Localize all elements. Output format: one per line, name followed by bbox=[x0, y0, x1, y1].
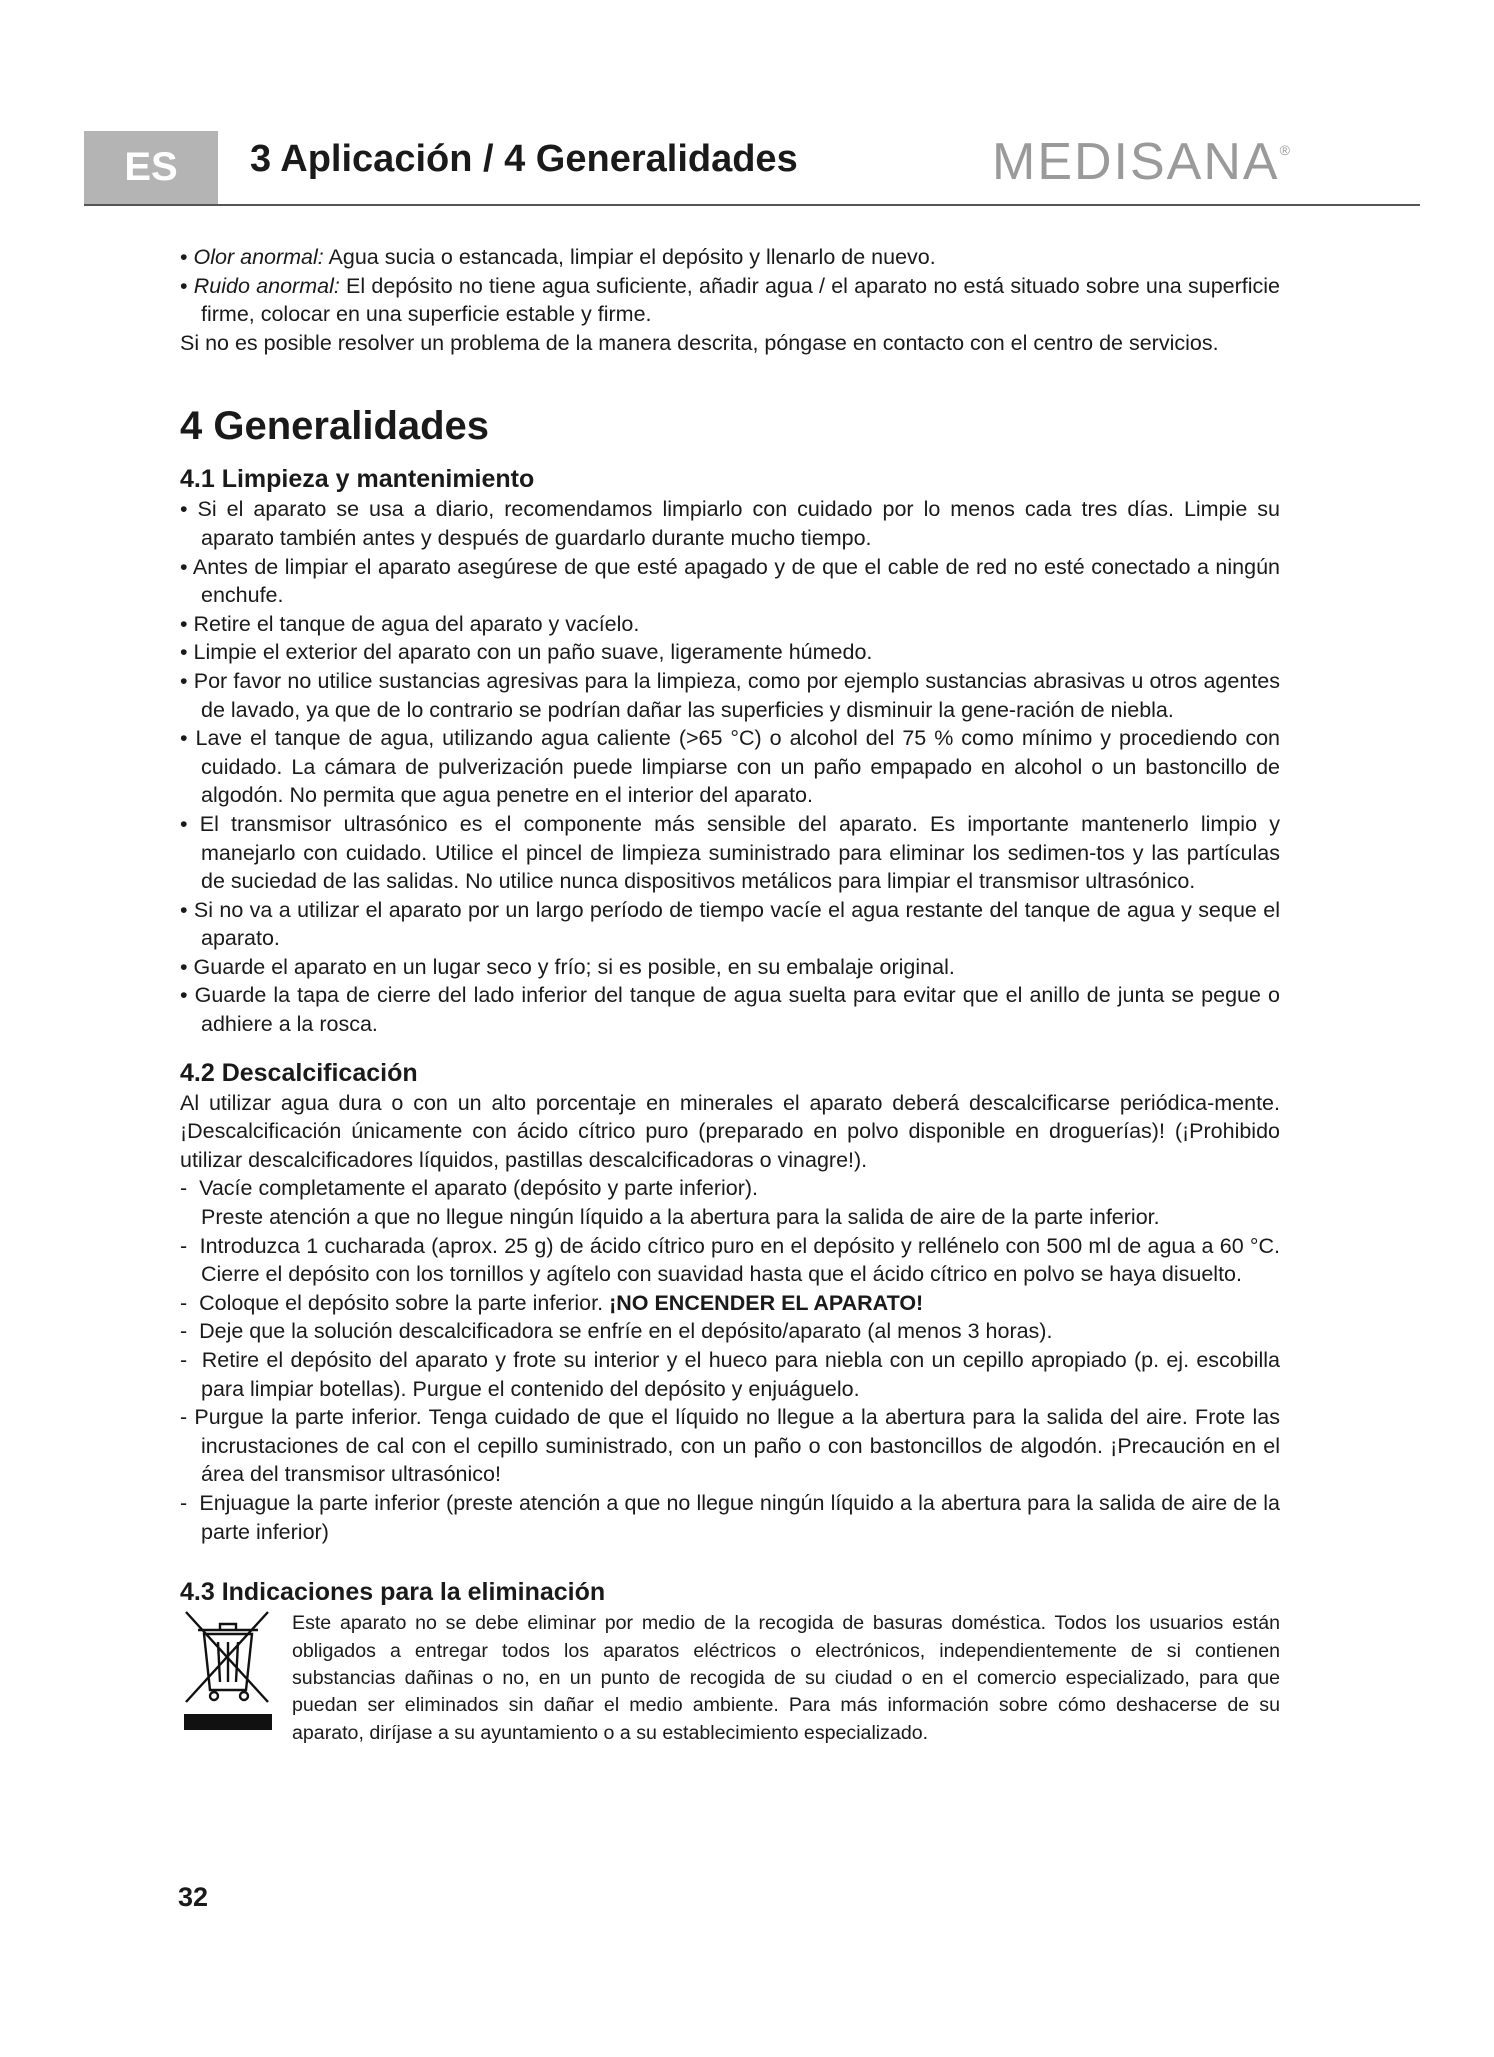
list-item: • El transmisor ultrasónico es el componente más sensible del aparato. Es importante mantenerlo limpio y manejarlo con cuidado. Utilice el pincel de limpieza suministrado para eliminar los sedimen-tos y las partículas de suciedad de las salidas. No utilice nunca dispositivos metálicos para limpiar el transmisor ultrasónico. bbox=[180, 811, 1280, 894]
section-title: 4 Generalidades bbox=[180, 404, 490, 449]
warning-text: ¡NO ENCENDER EL APARATO! bbox=[609, 1290, 924, 1315]
subsection-4-2-title: 4.2 Descalcificación bbox=[180, 1058, 418, 1087]
descaling-step: - Vacíe completamente el aparato (depósito y parte inferior). bbox=[180, 1176, 759, 1201]
cleaning-list bbox=[180, 495, 1280, 1038]
descaling-step-note: Preste atención a que no llegue ningún líquido a la abertura para la salida de aire de la parte inferior. bbox=[201, 1205, 1160, 1230]
disposal-text: Este aparato no se debe eliminar por medio de la recogida de basuras doméstica. Todos los usuarios están obligados a entregar todos los aparatos eléctricos o electrónicos, independientemente de si contienen substancias dañinas o no, en un punto de recogida de su ciudad o en el comercio especializado, para que puedan ser eliminados sin dañar el medio ambiente. Para más información sobre cómo deshacerse de su aparato, diríjase a su ayuntamiento o a su establecimiento especializado. bbox=[292, 1612, 1280, 1744]
list-item: • Por favor no utilice sustancias agresivas para la limpieza, como por ejemplo sustancias abrasivas u otros agentes de lavado, ya que de lo contrario se podrían dañar las superficies y disminuir la gene-ración de niebla. bbox=[180, 668, 1280, 722]
descaling-step: - Deje que la solución descalcificadora se enfríe en el depósito/aparato (al menos 3 horas). bbox=[180, 1319, 1053, 1344]
list-item: • Guarde la tapa de cierre del lado inferior del tanque de agua suelta para evitar que el anillo de junta se pegue o adhiere a la rosca. bbox=[180, 983, 1280, 1037]
weee-bin-icon bbox=[180, 1610, 276, 1734]
descaling-step: - Introduzca 1 cucharada (aprox. 25 g) de ácido cítrico puro en el depósito y rellénelo con 500 ml de agua a 60 °C. Cierre el depósito con los tornillos y agítelo con suavidad hasta que el ácido cítrico en polvo se haya disuelto. bbox=[180, 1233, 1280, 1287]
registered-mark: ® bbox=[1279, 142, 1292, 158]
brand-logo bbox=[992, 132, 1292, 192]
list-item: • Guarde el aparato en un lugar seco y frío; si es posible, en su embalaje original. bbox=[180, 954, 955, 979]
header-divider bbox=[84, 204, 1420, 206]
subsection-4-1-title: 4.1 Limpieza y mantenimiento bbox=[180, 465, 535, 494]
descaling-intro: Al utilizar agua dura o con un alto porcentaje en minerales el aparato deberá descalcificarse periódica-mente. ¡Descalcificación únicamente con ácido cítrico puro (preparado en polvo disponible en droguerías)! (¡Prohibido utilizar descalcificadores líquidos, pastillas descalcificadoras o vinagre!). bbox=[180, 1090, 1280, 1172]
document-body bbox=[180, 243, 1280, 1747]
list-item: • Antes de limpiar el aparato asegúrese de que esté apagado y de que el cable de red no esté conectado a ningún enchufe. bbox=[180, 554, 1280, 608]
list-item: • Retire el tanque de agua del aparato y vacíelo. bbox=[180, 611, 640, 636]
noise-label: Ruido anormal: bbox=[193, 273, 340, 298]
subsection-4-3-title: 4.3 Indicaciones para la eliminación bbox=[180, 1578, 606, 1607]
page-number: 32 bbox=[178, 1882, 209, 1912]
intro-paragraph: Si no es posible resolver un problema de la manera descrita, póngase en contacto con el centro de servicios. bbox=[180, 330, 1219, 355]
language-tab: ES bbox=[84, 131, 218, 204]
intro-bullet-odor: • Olor anormal: Agua sucia o estancada, limpiar el depósito y llenarlo de nuevo. bbox=[180, 245, 936, 269]
odor-text: Agua sucia o estancada, limpiar el depósito y llenarlo de nuevo. bbox=[323, 245, 936, 269]
descaling-step: - Retire el depósito del aparato y frote su interior y el hueco para niebla con un cepillo apropiado (p. ej. escobilla para limpiar botellas). Purgue el contenido del depósito y enjuáguelo. bbox=[180, 1348, 1281, 1401]
descaling-step: - Coloque el depósito sobre la parte inferior. ¡NO ENCENDER EL APARATO! bbox=[180, 1290, 924, 1315]
noise-text: El depósito no tiene agua suficiente, añadir agua / el aparato no está situado sobre una superficie firme, colocar en una superficie estable y firme. bbox=[201, 273, 1281, 327]
descaling-step: - Enjuague la parte inferior (preste atención a que no llegue ningún líquido a la abertura para la salida de aire de la parte inferior) bbox=[180, 1490, 1280, 1544]
list-item: • Si no va a utilizar el aparato por un largo período de tiempo vacíe el agua restante del tanque de agua y seque el aparato. bbox=[180, 897, 1280, 951]
list-item: • Si el aparato se usa a diario, recomendamos limpiarlo con cuidado por lo menos cada tres días. Limpie su aparato también antes y después de guardarlo durante mucho tiempo. bbox=[180, 497, 1280, 550]
disposal-block bbox=[180, 1610, 1280, 1747]
list-item: • Lave el tanque de agua, utilizando agua caliente (>65 °C) o alcohol del 75 % como mínimo y procediendo con cuidado. La cámara de pulverización puede limpiarse con un paño empapado en alcohol o un bastoncillo de algodón. No permita que agua penetre en el interior del aparato. bbox=[180, 726, 1280, 808]
list-item: • Limpie el exterior del aparato con un paño suave, ligeramente húmedo. bbox=[180, 640, 873, 665]
odor-label: Olor anormal: bbox=[193, 245, 324, 269]
brand-name: MEDISANA bbox=[992, 133, 1280, 191]
descaling-step: - Purgue la parte inferior. Tenga cuidado de que el líquido no llegue a la abertura para la salida del aire. Frote las incrustaciones de cal con el cepillo suministrado, con un paño o con bastoncillos de algodón. ¡Precaución en el área del transmisor ultrasónico! bbox=[180, 1405, 1280, 1487]
page-title: 3 Aplicación / 4 Generalidades bbox=[250, 138, 798, 180]
intro-bullet-noise: • Ruido anormal: El depósito no tiene agua suficiente, añadir agua / el aparato no está situado sobre una superficie firme, colocar en una superficie estable y firme. bbox=[180, 273, 1281, 327]
